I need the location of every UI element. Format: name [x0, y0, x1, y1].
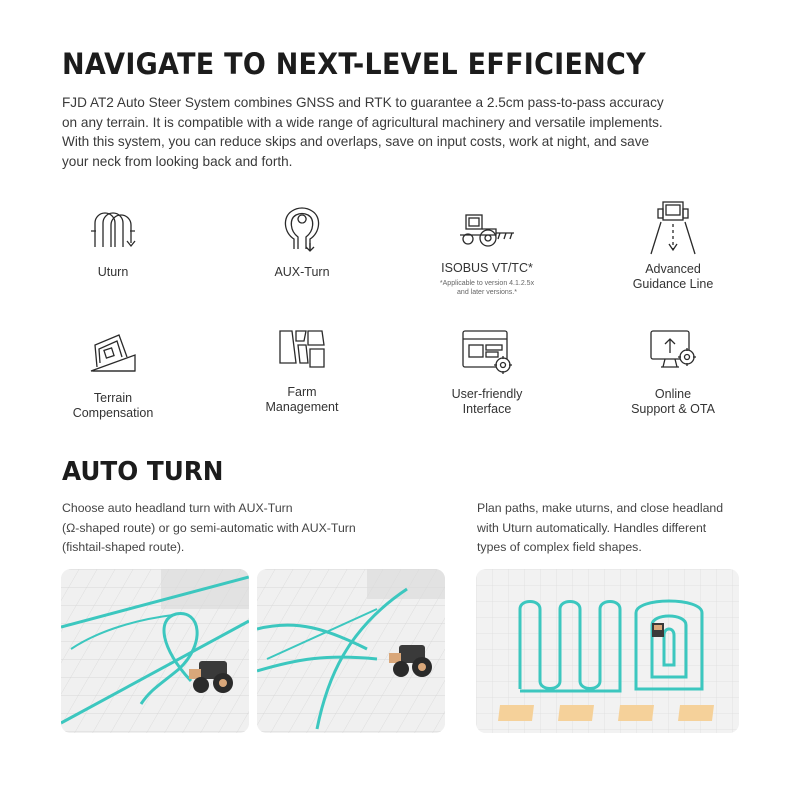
desc-line: Choose auto headland turn with AUX-Turn [62, 501, 293, 515]
desc-line: types of complex field shapes. [477, 540, 642, 555]
desc-line: with Uturn automatically. Handles different [477, 520, 707, 535]
feature-isobus [397, 203, 577, 297]
auto-turn-right-text [477, 499, 777, 558]
intro-paragraph [62, 93, 752, 171]
terrain-icon [87, 327, 139, 377]
omega-route-image [61, 569, 249, 733]
feature-online-support [583, 327, 763, 417]
feature-label: Advanced Guidance Line [632, 262, 714, 291]
tractor-implement-icon [456, 203, 518, 255]
guidance-line-icon [647, 198, 699, 256]
desc-line: Plan paths, make uturns, and close headland [477, 501, 724, 515]
fishtail-route-image [257, 569, 445, 733]
feature-label: Uturn [97, 265, 129, 279]
feature-terrain [23, 327, 203, 421]
tractor-image [652, 623, 664, 637]
feature-label: ISOBUS VT/TC* [441, 261, 533, 275]
page-title: NAVIGATE TO NEXT-LEVEL EFFICIENCY [62, 47, 646, 81]
feature-uturn [23, 203, 203, 280]
feature-label: Terrain Compensation [72, 391, 154, 420]
feature-label: Farm Management [265, 385, 339, 414]
feature-footnote: *Applicable to version 4.1.2.5x and later versions.* [439, 280, 535, 296]
intro-line: your neck from looking back and forth. [62, 153, 293, 169]
feature-label: AUX-Turn [274, 265, 330, 279]
desc-line: (Ω-shaped route) or go semi-automatic with AUX-Turn [62, 520, 356, 535]
feature-aux-turn [212, 203, 392, 280]
farm-fields-icon [276, 327, 328, 373]
uturn-icon [87, 203, 139, 255]
uturn-field-image [476, 569, 739, 733]
auto-turn-left-text [62, 499, 462, 558]
desc-line: (fishtail-shaped route). [62, 540, 185, 555]
feature-label: User-friendly Interface [451, 387, 523, 416]
intro-line: on any terrain. It is compatible with a wide range of agricultural machinery and versatile implements. [62, 114, 663, 130]
intro-line: With this system, you can reduce skips and overlaps, save on input costs, work at night, and save [62, 134, 650, 149]
intro-line: FJD AT2 Auto Steer System combines GNSS and RTK to guarantee a 2.5cm pass-to-pass accuracy [62, 95, 664, 110]
feature-farm-management [212, 327, 392, 415]
auto-turn-title: AUTO TURN [62, 457, 224, 487]
aux-turn-icon [276, 203, 328, 255]
feature-user-interface [397, 327, 577, 417]
interface-settings-icon [459, 327, 515, 377]
feature-guidance-line [583, 198, 763, 292]
feature-label: Online Support & OTA [631, 387, 715, 416]
monitor-upload-icon [647, 327, 699, 377]
